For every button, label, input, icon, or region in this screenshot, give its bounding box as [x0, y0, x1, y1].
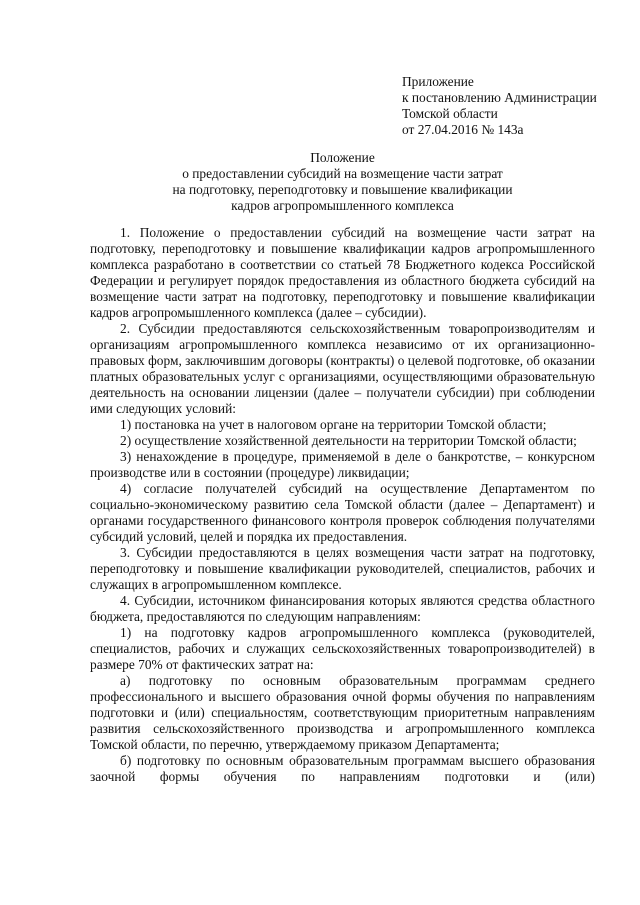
direction-1: 1) на подготовку кадров агропромышленного комплекса (руководителей, специалистов, рабочих и служащих сельскохозяйственных товаропроизводителей) в размере 70% от фактических затрат на:	[90, 625, 595, 672]
document-title	[90, 150, 595, 214]
condition-3: 3) ненахождение в процедуре, применяемой в деле о банкротстве, – конкурсном производстве или в состоянии (процедуре) ликвидации;	[90, 449, 595, 480]
appendix-date-line: от 27.04.2016 № 143а	[402, 122, 524, 137]
paragraph-4: 4. Субсидии, источником финансирования которых являются средства областного бюджета, предоставляются по следующим направлениям:	[90, 593, 595, 624]
condition-1: 1) постановка на учет в налоговом органе на территории Томской области;	[120, 417, 547, 432]
title-line: Положение	[310, 150, 375, 165]
paragraph-2: 2. Субсидии предоставляются сельскохозяйственным товаропроизводителям и организациям агропромышленного комплекса независимо от их организационно-правовых форм, заключившим договоры (контракты) о целевой подготовке, об оказании платных образовательных услуг с организациями, осуществляющими образовательную деятельность на основании лицензии (далее – получатели субсидии) при соблюдении ими следующих условий:	[90, 321, 595, 416]
appendix-line: Приложение	[402, 74, 474, 89]
subitem-a: а) подготовку по основным образовательным программам среднего профессионального и высшего образования очной формы обучения по направлениям подготовки и (или) специальностям, соответствующим приоритетным направлениям развития сельскохозяйственного производства и агропромышленного комплекса Томской области, по перечню, утверждаемому приказом Департамента;	[90, 673, 595, 752]
title-line: о предоставлении субсидий на возмещение части затрат	[182, 166, 503, 181]
title-line: на подготовку, переподготовку и повышение квалификации	[172, 182, 513, 197]
appendix-line: Томской области	[402, 106, 498, 121]
title-line: кадров агропромышленного комплекса	[231, 198, 454, 213]
appendix-line: к постановлению Администрации	[402, 90, 597, 105]
condition-2: 2) осуществление хозяйственной деятельности на территории Томской области;	[120, 433, 577, 448]
appendix-header	[402, 74, 622, 138]
condition-4: 4) согласие получателей субсидий на осуществление Департаментом по социально-экономическому развитию села Томской области (далее – Департамент) и органами государственного финансового контроля проверок соблюдения получателями субсидий условий, целей и порядка их предоставления.	[90, 481, 595, 544]
paragraph-1: 1. Положение о предоставлении субсидий на возмещение части затрат на подготовку, переподготовку и повышение квалификации кадров агропромышленного комплекса разработано в соответствии со статьей 78 Бюджетного кодекса Российской Федерации и регулирует порядок предоставления из областного бюджета субсидий на возмещение части затрат на подготовку, переподготовку и повышение квалификации кадров агропромышленного комплекса (далее – субсидии).	[90, 225, 595, 320]
document-body	[90, 225, 595, 785]
paragraph-3: 3. Субсидии предоставляются в целях возмещения части затрат на подготовку, переподготовку и повышение квалификации руководителей, специалистов, рабочих и служащих в агропромышленном комплексе.	[90, 545, 595, 592]
subitem-b: б) подготовку по основным образовательным программам высшего образования заочной формы обучения по направлениям подготовки и (или)	[90, 753, 595, 784]
